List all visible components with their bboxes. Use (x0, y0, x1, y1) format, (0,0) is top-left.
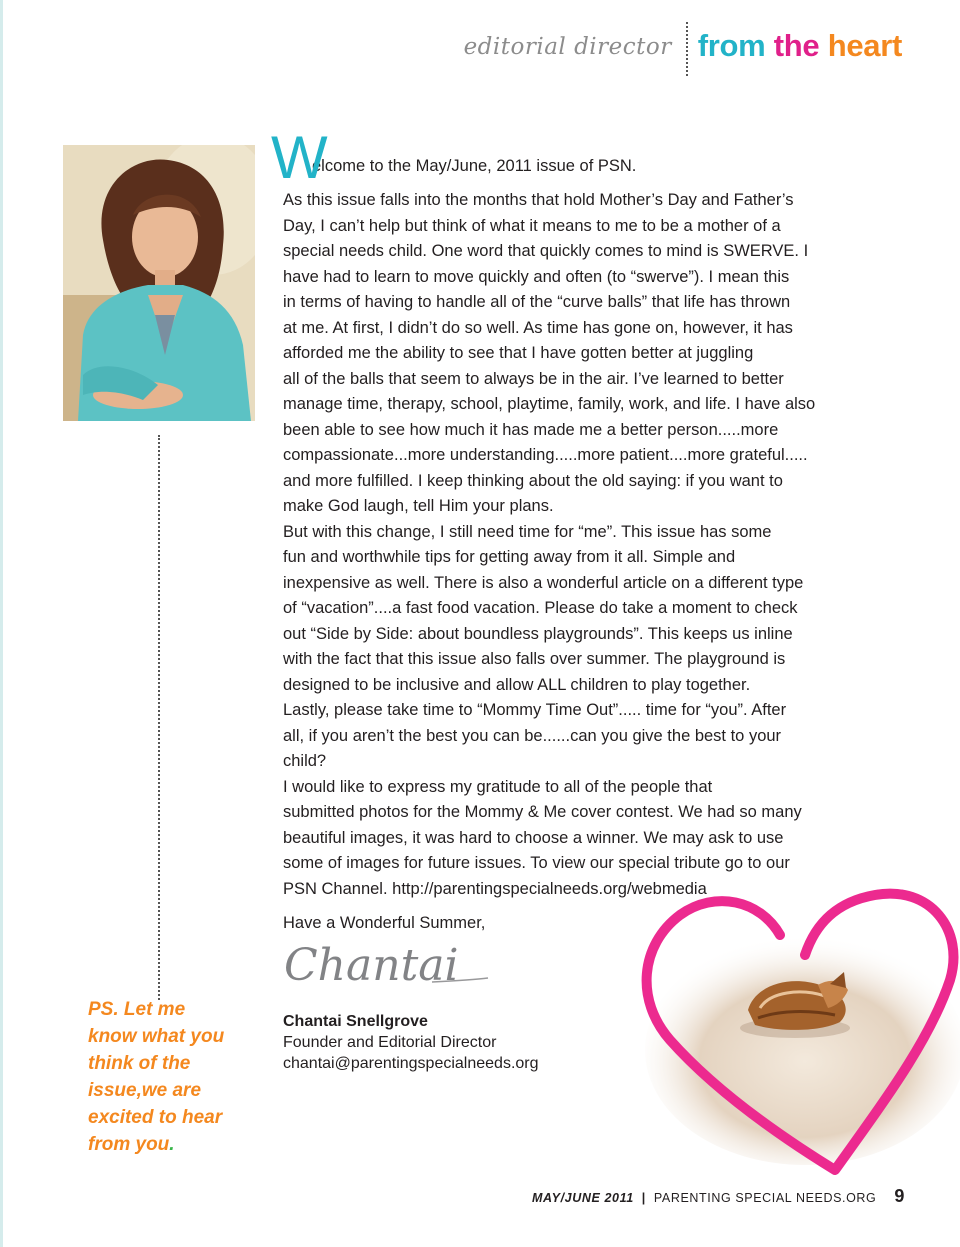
article-body: As this issue falls into the months that hold Mother’s Day and Father’s Day, I can’t help but think of what it means to me to be a mother of a special needs child. One word that quickly comes to mind is SWERVE. I have had to learn to move quickly and often (to “swerve”). I mean this in terms of having to handle all of the “curve balls” that life has thrown at me. At first, I didn’t do so well. As time has gone on, however, it has afforded me the ability to see that I have gotten better at juggling all of the balls that seem to always be in the air. I’ve learned to better manage time, therapy, school, playtime, family, work, and life. I have also been able to see how much it has made me a better person.....more compassionate...more understanding.....more patient....more grateful..... and more fulfilled. I keep thinking about the old saying: if you want to make God laugh, tell Him your plans. But with this change, I still need time for “me”. This issue has some fun and worthwhile tips for getting away from it all. Simple and inexpensive as well. There is also a wonderful article on a different type of “vacation”....a fast food vacation. Please do take a moment to check out “Side by Side: about boundless playgrounds”. This keeps us inline with the fact that this issue also falls over summer. The playground is designed to be inclusive and allow ALL children to play together. Lastly, please take time to “Mommy Time Out”..... time for “you”. After all, if you aren’t the best you can be......can you give the best to your child? I would like to express my gratitude to all of the people that submitted photos for the Mommy & Me cover contest. We had so many beautiful images, it was hard to choose a winner. We may ask to use some of images for future issues. To view our special tribute go to our PSN Channel. http://parentingspecialneeds.org/webmedia (283, 191, 816, 898)
author-role: Founder and Editorial Director (283, 1034, 497, 1051)
author-block (283, 1011, 539, 1074)
author-name: Chantai Snellgrove (283, 1013, 428, 1030)
ps-note-text: PS. Let me know what you think of the issue,we are excited to hear from you (88, 999, 225, 1155)
sidebar-dotted-rule (158, 435, 160, 1000)
column-title (698, 22, 902, 64)
drop-cap: W (271, 124, 328, 191)
page-number: 9 (894, 1186, 905, 1206)
article-closing: Have a Wonderful Summer, (283, 914, 486, 932)
page-footer (532, 1186, 905, 1207)
signature-glyphs: Chantai (284, 940, 459, 991)
footer-issue: MAY/JUNE 2011 (531, 1191, 634, 1205)
ps-note (88, 996, 258, 1158)
author-photo (63, 145, 255, 421)
heart-seashell-illustration (630, 860, 960, 1190)
section-label: editorial director (463, 34, 672, 60)
footer-publication: PARENTING SPECIAL NEEDS.ORG (653, 1191, 877, 1205)
column-title-heart: heart (827, 28, 902, 63)
column-title-from: from (697, 28, 766, 63)
footer-separator: | (641, 1191, 646, 1205)
page-edge-rule (0, 0, 3, 1247)
editorial-article (271, 124, 843, 937)
author-email: chantai@parentingspecialneeds.org (283, 1055, 539, 1072)
column-title-the: the (773, 28, 820, 63)
ps-note-end-mark: . (169, 1134, 175, 1155)
handwritten-signature (282, 938, 492, 996)
page-header (464, 22, 902, 74)
article-lead: elcome to the May/June, 2011 issue of PSN. (312, 157, 637, 175)
header-divider (686, 22, 688, 76)
author-photo-illustration (63, 145, 255, 421)
